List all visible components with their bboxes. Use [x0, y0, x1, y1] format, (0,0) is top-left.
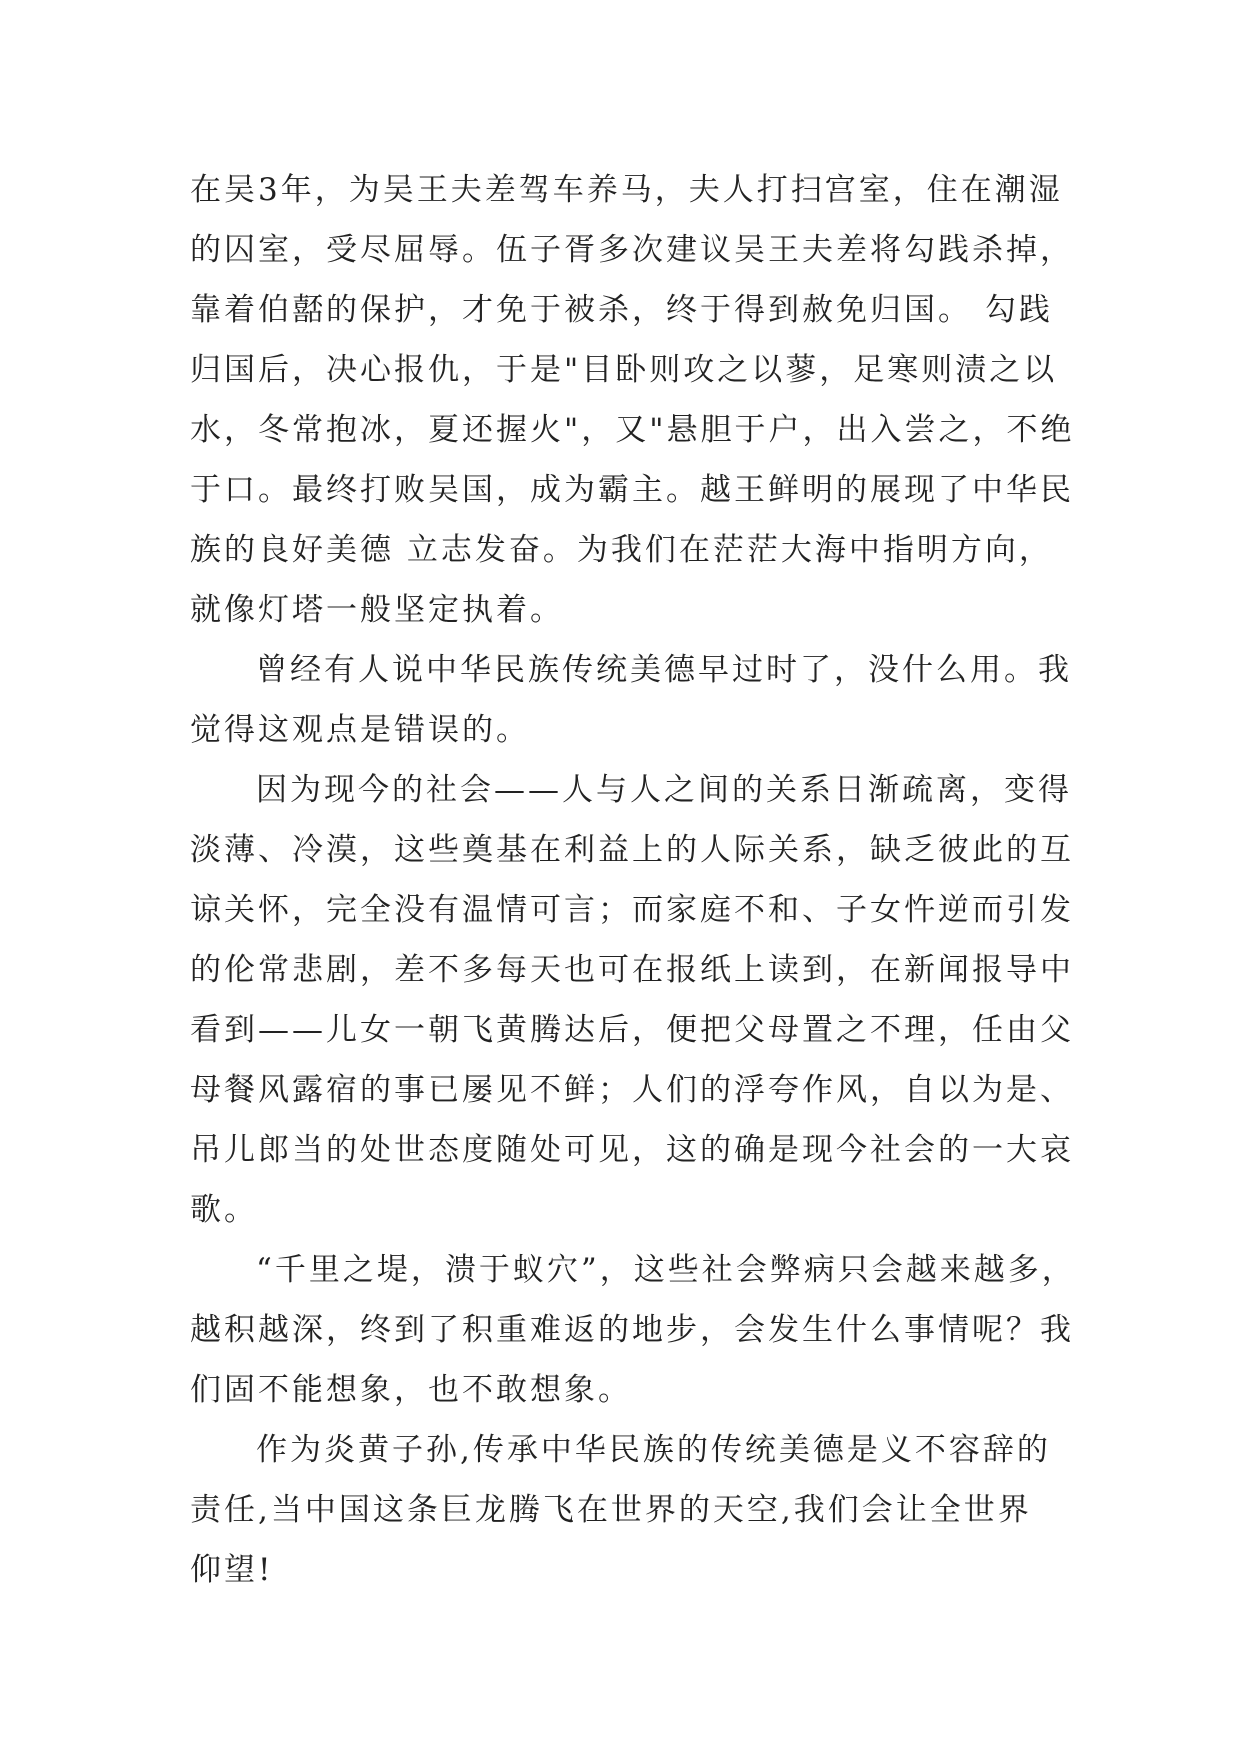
text-line: 母餐风露宿的事已屡见不鲜；人们的浮夸作风，自以为是、	[190, 1072, 1074, 1108]
text-line: 歌。	[190, 1192, 258, 1228]
text-line: 族的良好美德 立志发奋。为我们在茫茫大海中指明方向，	[190, 532, 1053, 568]
text-line: 觉得这观点是错误的。	[190, 712, 530, 748]
text-line: 仰望!	[190, 1552, 274, 1588]
text-line: 的伦常悲剧，差不多每天也可在报纸上读到，在新闻报导中	[190, 952, 1074, 988]
text-line: 淡薄、冷漠，这些奠基在利益上的人际关系，缺乏彼此的互	[190, 832, 1074, 868]
text-line: 水，冬常抱冰，夏还握火"，又"悬胆于户，出入尝之，不绝	[190, 412, 1075, 448]
text-line: 看到——儿女一朝飞黄腾达后，便把父母置之不理，任由父	[190, 1012, 1074, 1048]
text-line: 作为炎黄子孙,传承中华民族的传统美德是义不容辞的	[256, 1432, 1051, 1468]
text-line: 就像灯塔一般坚定执着。	[190, 592, 564, 628]
text-line: 们固不能想象，也不敢想象。	[190, 1372, 632, 1408]
text-line: 责任,当中国这条巨龙腾飞在世界的天空,我们会让全世界	[190, 1492, 1032, 1528]
text-line: 曾经有人说中华民族传统美德早过时了，没什么用。我	[256, 652, 1072, 688]
text-line: 吊儿郎当的处世态度随处可见，这的确是现今社会的一大哀	[190, 1132, 1074, 1168]
text-line: “千里之堤，溃于蚁穴”，这些社会弊病只会越来越多，	[256, 1252, 1076, 1288]
document-body	[190, 160, 1076, 1600]
text-line: 越积越深，终到了积重难返的地步，会发生什么事情呢？我	[190, 1312, 1074, 1348]
text-line: 归国后，决心报仇，于是"目卧则攻之以蓼，足寒则渍之以	[190, 352, 1058, 388]
text-line: 靠着伯嚭的保护，才免于被杀，终于得到赦免归国。 勾践	[190, 292, 1053, 328]
text-line: 于口。最终打败吴国，成为霸主。越王鲜明的展现了中华民	[190, 472, 1074, 508]
text-line: 因为现今的社会——人与人之间的关系日渐疏离，变得	[256, 772, 1072, 808]
text-line: 谅关怀，完全没有温情可言；而家庭不和、子女忤逆而引发	[190, 892, 1074, 928]
text-line: 的囚室，受尽屈辱。伍子胥多次建议吴王夫差将勾践杀掉，	[190, 232, 1074, 268]
text-line: 在吴3年，为吴王夫差驾车养马，夫人打扫宫室，住在潮湿	[190, 172, 1063, 208]
